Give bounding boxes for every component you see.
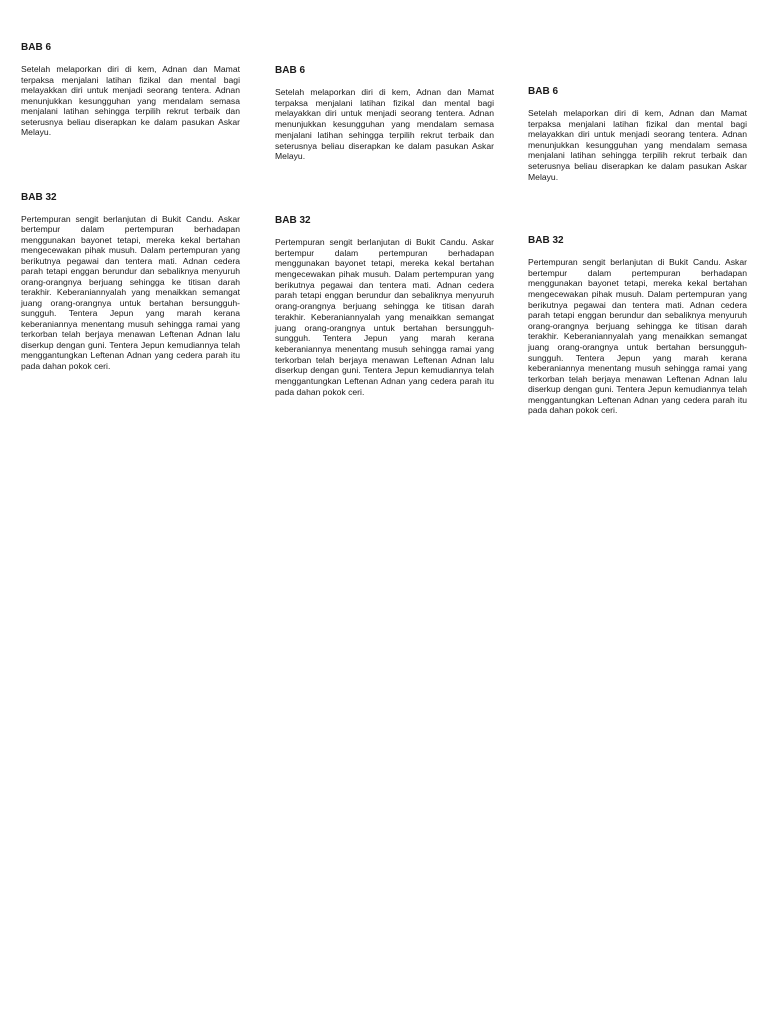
section-body: Pertempuran sengit berlanjutan di Bukit Candu. Askar bertempur dalam pertempuran berhadapan menggunakan bayonet tetapi, mereka kekal bertahan mengecewakan pihak musuh. Dalam pertempuran yang berikutnya pegawai dan tentera mati. Adnan cedera parah tetapi enggan berundur dan sebaliknya menyuruh orang-orangnya berjuang sehingga ke titisan darah terakhir. Keberaniannyalah yang menaikkan semangat juang orang-orangnya untuk bertahan bersungguh-sungguh. Tentera Jepun yang marah kerana keberaniannya menentang musuh sehingga ramai yang terkorban telah berjaya menawan Leftenan Adnan lalu diserkup dengan guni. Tentera Jepun kemudiannya telah menggantungkan Leftenan Adnan yang cedera parah itu pada dahan pokok ceri. [275, 236, 494, 397]
section-title: BAB 6 [21, 42, 52, 53]
section-title: BAB 32 [528, 235, 564, 247]
section-title: BAB 32 [275, 214, 311, 226]
text-column-3 [528, 86, 747, 416]
section-title: BAB 6 [528, 86, 559, 97]
section-body: Pertempuran sengit berlanjutan di Bukit Candu. Askar bertempur dalam pertempuran berhadapan menggunakan bayonet tetapi, mereka kekal bertahan mengecewakan pihak musuh. Dalam pertempuran yang berikutnya pegawai dan tentera mati. Adnan cedera parah tetapi enggan berundur dan sebaliknya menyuruh orang-orangnya berjuang sehingga ke titisan darah terakhir. Keberaniannyalah yang menaikkan semangat juang orang-orangnya untuk bertahan bersungguh-sungguh. Tentera Jepun yang marah kerana keberaniannya menentang musuh sehingga ramai yang terkorban telah berjaya menawan Leftenan Adnan lalu diserkup dengan guni. Tentera Jepun kemudiannya telah menggantungkan Leftenan Adnan yang cedera parah itu pada dahan pokok ceri. [528, 257, 747, 416]
section-title: BAB 32 [21, 191, 57, 203]
section-title: BAB 6 [275, 65, 306, 76]
section-bab-32 [528, 235, 747, 416]
text-column-2 [275, 65, 494, 397]
section-body: Setelah melaporkan diri di kem, Adnan dan Mamat terpaksa menjalani latihan fizikal dan mental bagi melayakkan diri untuk menjadi seorang tentera. Adnan menunjukkan kesungguhan yang mendalam semasa menjalani latihan sehingga terpilih rekrut terbaik dan seterusnya beliau diserapkan ke dalam pasukan Askar Melayu. [528, 108, 747, 182]
section-bab-6 [21, 42, 240, 138]
section-bab-6 [275, 65, 494, 162]
section-body: Setelah melaporkan diri di kem, Adnan dan Mamat terpaksa menjalani latihan fizikal dan mental bagi melayakkan diri untuk menjadi seorang tentera. Adnan menunjukkan kesungguhan yang mendalam semasa menjalani latihan sehingga terpilih rekrut terbaik dan seterusnya beliau diserapkan ke dalam pasukan Askar Melayu. [21, 64, 240, 137]
text-column-1 [21, 42, 240, 371]
section-body: Pertempuran sengit berlanjutan di Bukit Candu. Askar bertempur dalam pertempuran berhadapan menggunakan bayonet tetapi, mereka kekal bertahan mengecewakan pihak musuh. Dalam pertempuran yang berikutnya pegawai dan tentera mati. Adnan cedera parah tetapi enggan berundur dan sebaliknya menyuruh orang-orangnya berjuang sehingga ke titisan darah terakhir. Keberaniannyalah yang menaikkan semangat juang orang-orangnya untuk bertahan bersungguh-sungguh. Tentera Jepun yang marah kerana keberaniannya menentang musuh sehingga ramai yang terkorban telah berjaya menawan Leftenan Adnan lalu diserkup dengan guni. Tentera Jepun kemudiannya telah menggantungkan Leftenan Adnan yang cedera parah itu pada dahan pokok ceri. [21, 213, 240, 371]
section-bab-32 [275, 215, 494, 398]
section-bab-32 [21, 192, 240, 372]
section-body: Setelah melaporkan diri di kem, Adnan dan Mamat terpaksa menjalani latihan fizikal dan mental bagi melayakkan diri untuk menjadi seorang tentera. Adnan menunjukkan kesungguhan yang mendalam semasa menjalani latihan sehingga terpilih rekrut terbaik dan seterusnya beliau diserapkan ke dalam pasukan Askar Melayu. [275, 87, 494, 162]
section-bab-6 [528, 86, 747, 182]
